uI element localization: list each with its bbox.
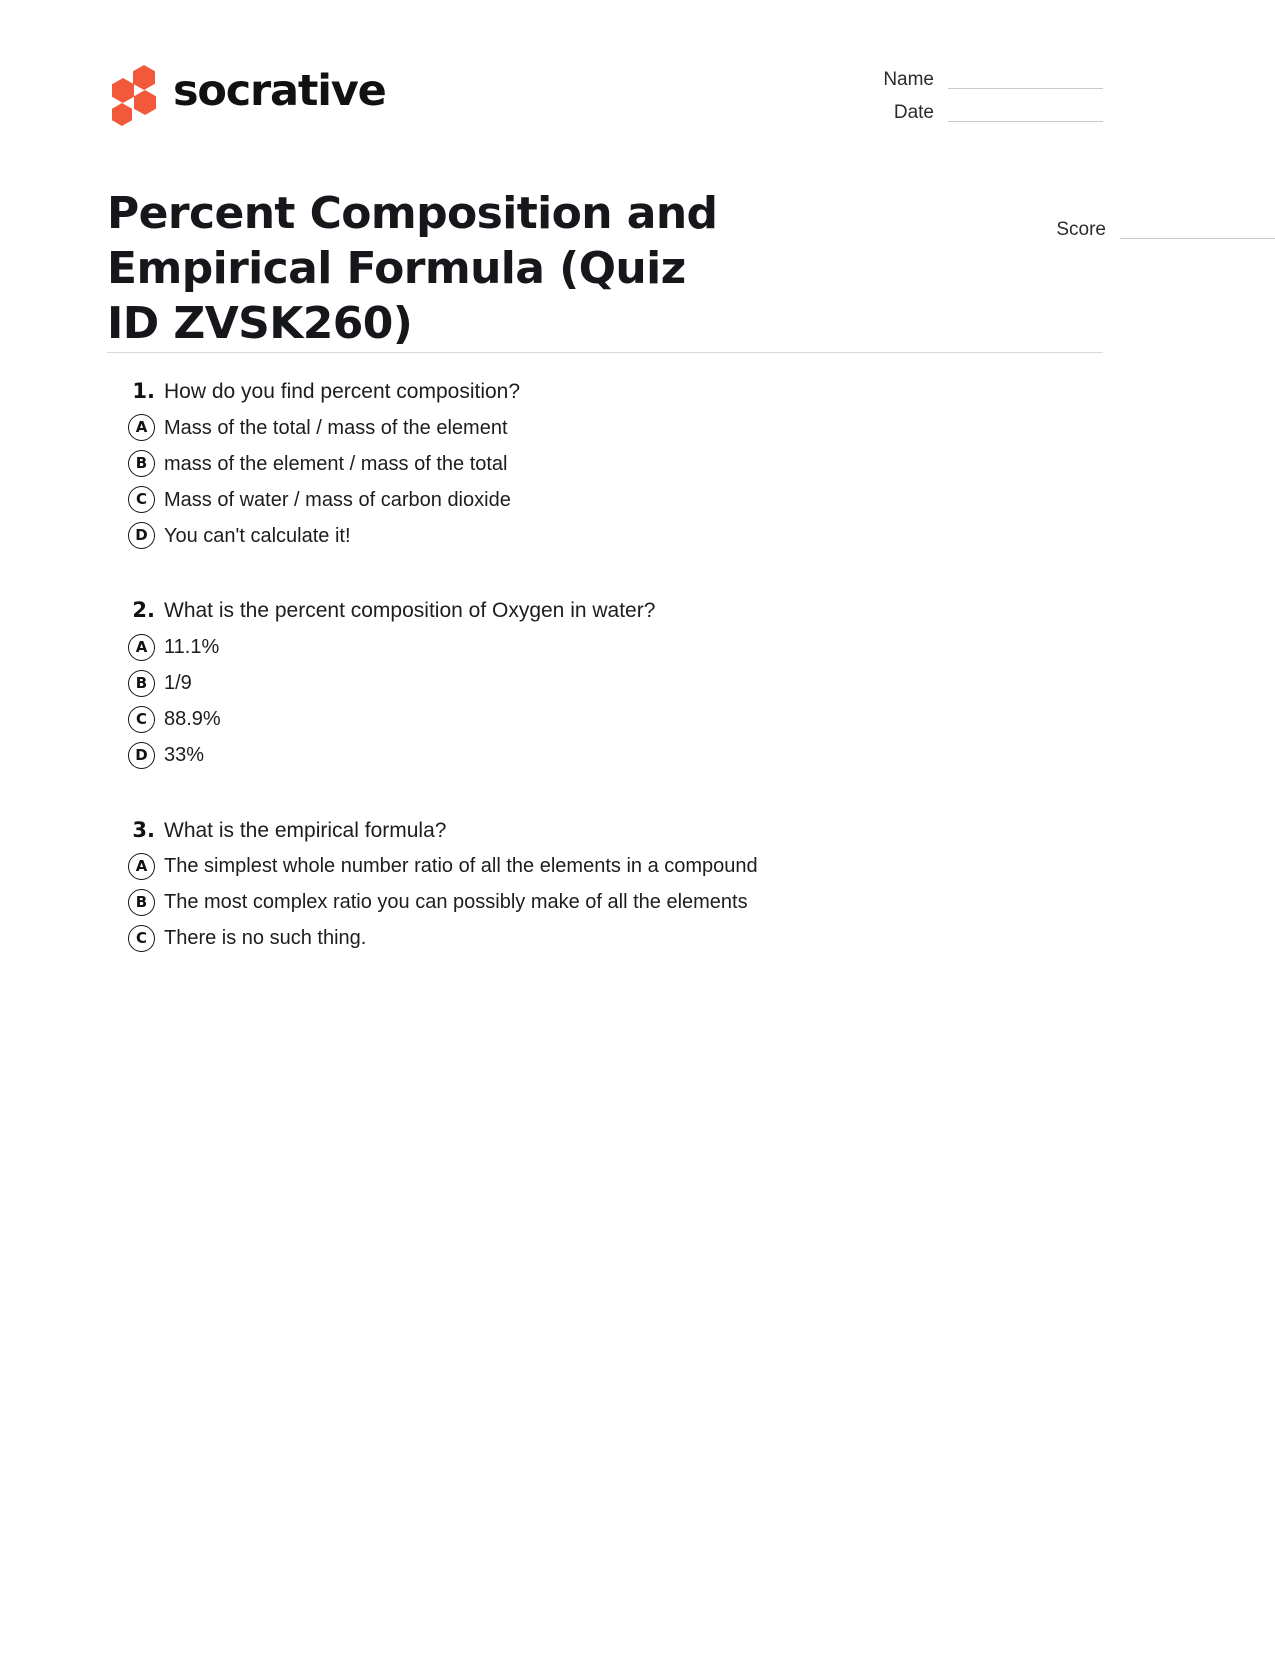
hexagon-middle-right-icon xyxy=(134,90,156,115)
question-heading xyxy=(107,378,1103,405)
date-label: Date xyxy=(893,102,934,123)
option-text: mass of the element / mass of the total xyxy=(164,452,508,475)
question-text: What is the percent composition of Oxygen in water? xyxy=(164,599,656,623)
page-title: Percent Composition and Empirical Formula (Quiz ID ZVSK260) xyxy=(107,188,718,349)
option-text: There is no such thing. xyxy=(164,927,367,950)
question-block xyxy=(107,817,1103,952)
option-bubble-icon[interactable]: C xyxy=(128,486,155,513)
name-label: Name xyxy=(883,69,934,90)
answer-option[interactable] xyxy=(107,706,1103,733)
option-bubble-cell xyxy=(107,670,164,697)
hexagon-bottom-left-icon xyxy=(112,103,132,126)
option-bubble-cell xyxy=(107,522,164,549)
option-text: 33% xyxy=(164,744,205,767)
option-text: Mass of the total / mass of the element xyxy=(164,416,508,439)
page-header xyxy=(107,60,1103,140)
option-bubble-cell xyxy=(107,889,164,916)
question-heading xyxy=(107,817,1103,844)
answer-option[interactable] xyxy=(107,634,1103,661)
option-bubble-icon[interactable]: D xyxy=(128,522,155,549)
option-text: 11.1% xyxy=(164,636,220,659)
answer-option[interactable] xyxy=(107,522,1103,549)
option-bubble-cell xyxy=(107,925,164,952)
socrative-logo xyxy=(107,65,386,117)
option-bubble-icon[interactable]: C xyxy=(128,925,155,952)
brand-name: socrative xyxy=(173,65,386,116)
option-bubble-cell xyxy=(107,486,164,513)
option-bubble-cell xyxy=(107,450,164,477)
option-bubble-cell xyxy=(107,414,164,441)
question-block xyxy=(107,378,1103,549)
answer-option[interactable] xyxy=(107,450,1103,477)
answer-option[interactable] xyxy=(107,742,1103,769)
socrative-hexagon-logo-icon xyxy=(107,65,159,117)
question-text: What is the empirical formula? xyxy=(164,818,447,842)
header-divider xyxy=(107,352,1103,353)
option-bubble-icon[interactable]: B xyxy=(128,670,155,697)
option-text: The simplest whole number ratio of all the elements in a compound xyxy=(164,855,758,878)
answer-option[interactable] xyxy=(107,889,1103,916)
question-number: 2. xyxy=(132,598,155,623)
hexagon-top-right-icon xyxy=(133,65,155,90)
answer-option[interactable] xyxy=(107,486,1103,513)
name-field-row xyxy=(843,70,1103,89)
date-field-row xyxy=(843,103,1103,122)
option-bubble-cell xyxy=(107,742,164,769)
question-number: 3. xyxy=(132,817,155,842)
option-text: The most complex ratio you can possibly make of all the elements xyxy=(164,891,748,914)
question-block xyxy=(107,597,1103,768)
questions-list xyxy=(107,378,1103,1000)
option-bubble-icon[interactable]: A xyxy=(128,853,155,880)
option-text: 88.9% xyxy=(164,708,221,731)
answer-option[interactable] xyxy=(107,670,1103,697)
question-text: How do you find percent composition? xyxy=(164,380,521,403)
score-input-line[interactable] xyxy=(1120,237,1275,239)
option-text: Mass of water / mass of carbon dioxide xyxy=(164,488,511,511)
option-bubble-icon[interactable]: C xyxy=(128,706,155,733)
option-bubble-cell xyxy=(107,853,164,880)
score-label: Score xyxy=(1056,219,1106,240)
answer-option[interactable] xyxy=(107,853,1103,880)
hexagon-middle-left-icon xyxy=(112,78,134,103)
option-bubble-cell xyxy=(107,634,164,661)
student-info-fields xyxy=(843,70,1103,136)
name-input-line[interactable] xyxy=(948,87,1103,89)
option-bubble-icon[interactable]: D xyxy=(128,742,155,769)
date-input-line[interactable] xyxy=(948,120,1103,122)
question-heading xyxy=(107,597,1103,624)
option-bubble-cell xyxy=(107,706,164,733)
score-field-row xyxy=(1015,220,1275,239)
option-bubble-icon[interactable]: B xyxy=(128,889,155,916)
answer-option[interactable] xyxy=(107,414,1103,441)
answer-option[interactable] xyxy=(107,925,1103,952)
option-bubble-icon[interactable]: A xyxy=(128,634,155,661)
option-bubble-icon[interactable]: B xyxy=(128,450,155,477)
option-bubble-icon[interactable]: A xyxy=(128,414,155,441)
question-number: 1. xyxy=(132,379,155,403)
option-text: 1/9 xyxy=(164,672,192,695)
option-text: You can't calculate it! xyxy=(164,524,351,547)
